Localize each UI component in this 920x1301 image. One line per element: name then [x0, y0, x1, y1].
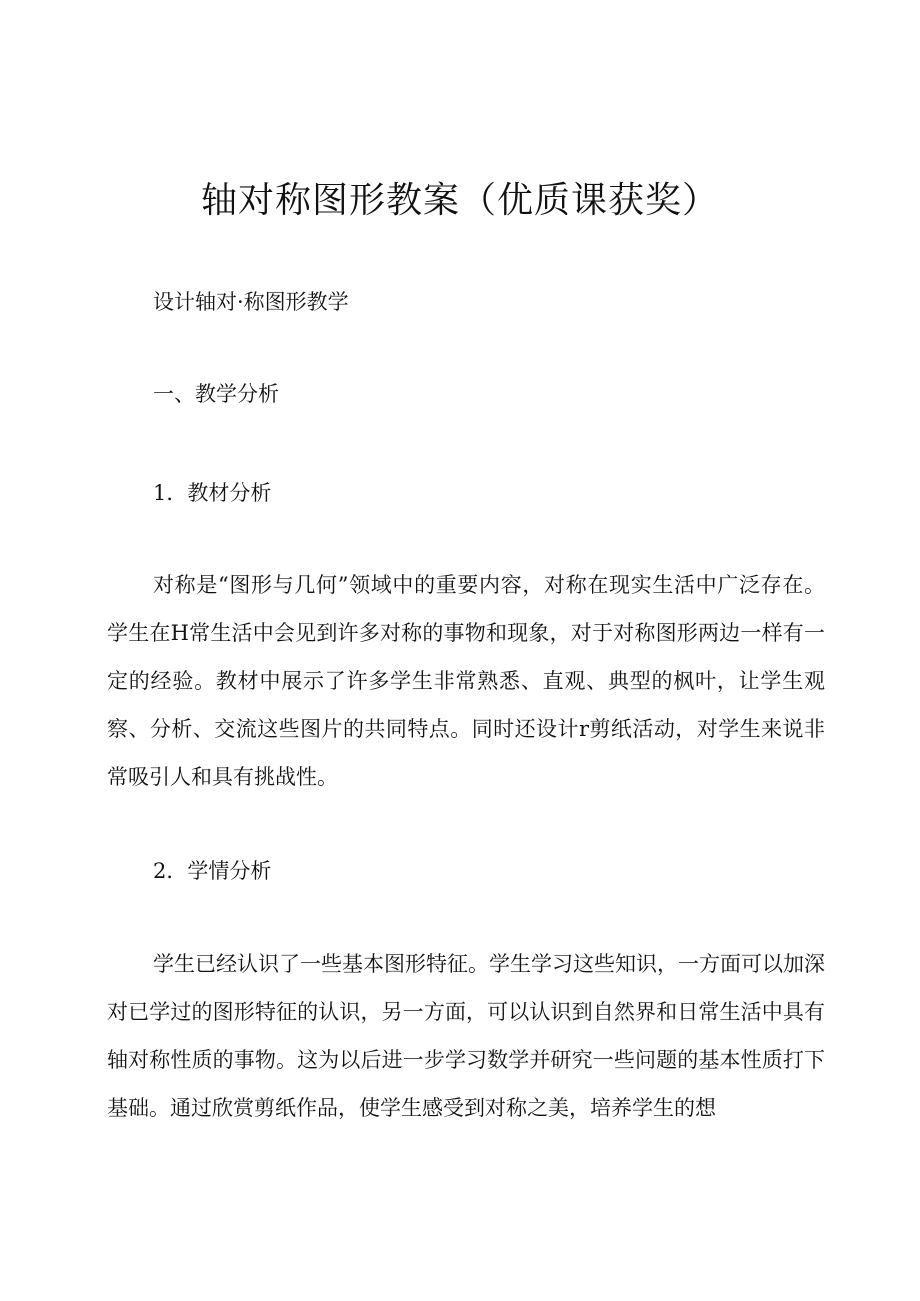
- subheading-textbook-analysis: 1．教材分析: [153, 481, 272, 505]
- paragraph-textbook-analysis: 对称是“图形与几何”领域中的重要内容，对称在现实生活中广泛存在。学生在H常生活中会见到许多对称的事物和现象，对于对称图形两边一样有一定的经验。教材中展示了许多学生非常熟悉、直观、典型的枫叶，让学生观察、分析、交流这些图片的共同特点。同时还设计r剪纸活动，对学生来说非常吸引人和具有挑战性。: [107, 573, 825, 789]
- document-title: 轴对称图形教案（优质课获奖）: [200, 180, 719, 221]
- paragraph-student-analysis: 学生已经认识了一些基本图形特征。学生学习这些知识，一方面可以加深对已学过的图形特征的认识，另一方面，可以认识到自然界和日常生活中具有轴对称性质的事物。这为以后进一步学习数学并研究一些问题的基本性质打下基础。通过欣赏剪纸作品，使学生感受到对称之美，培养学生的想: [107, 952, 825, 1120]
- section-heading-teaching-analysis: 一、教学分析: [153, 382, 279, 406]
- design-subtitle: 设计轴对·称图形教学: [153, 290, 349, 314]
- subheading-student-analysis: 2．学情分析: [153, 859, 272, 883]
